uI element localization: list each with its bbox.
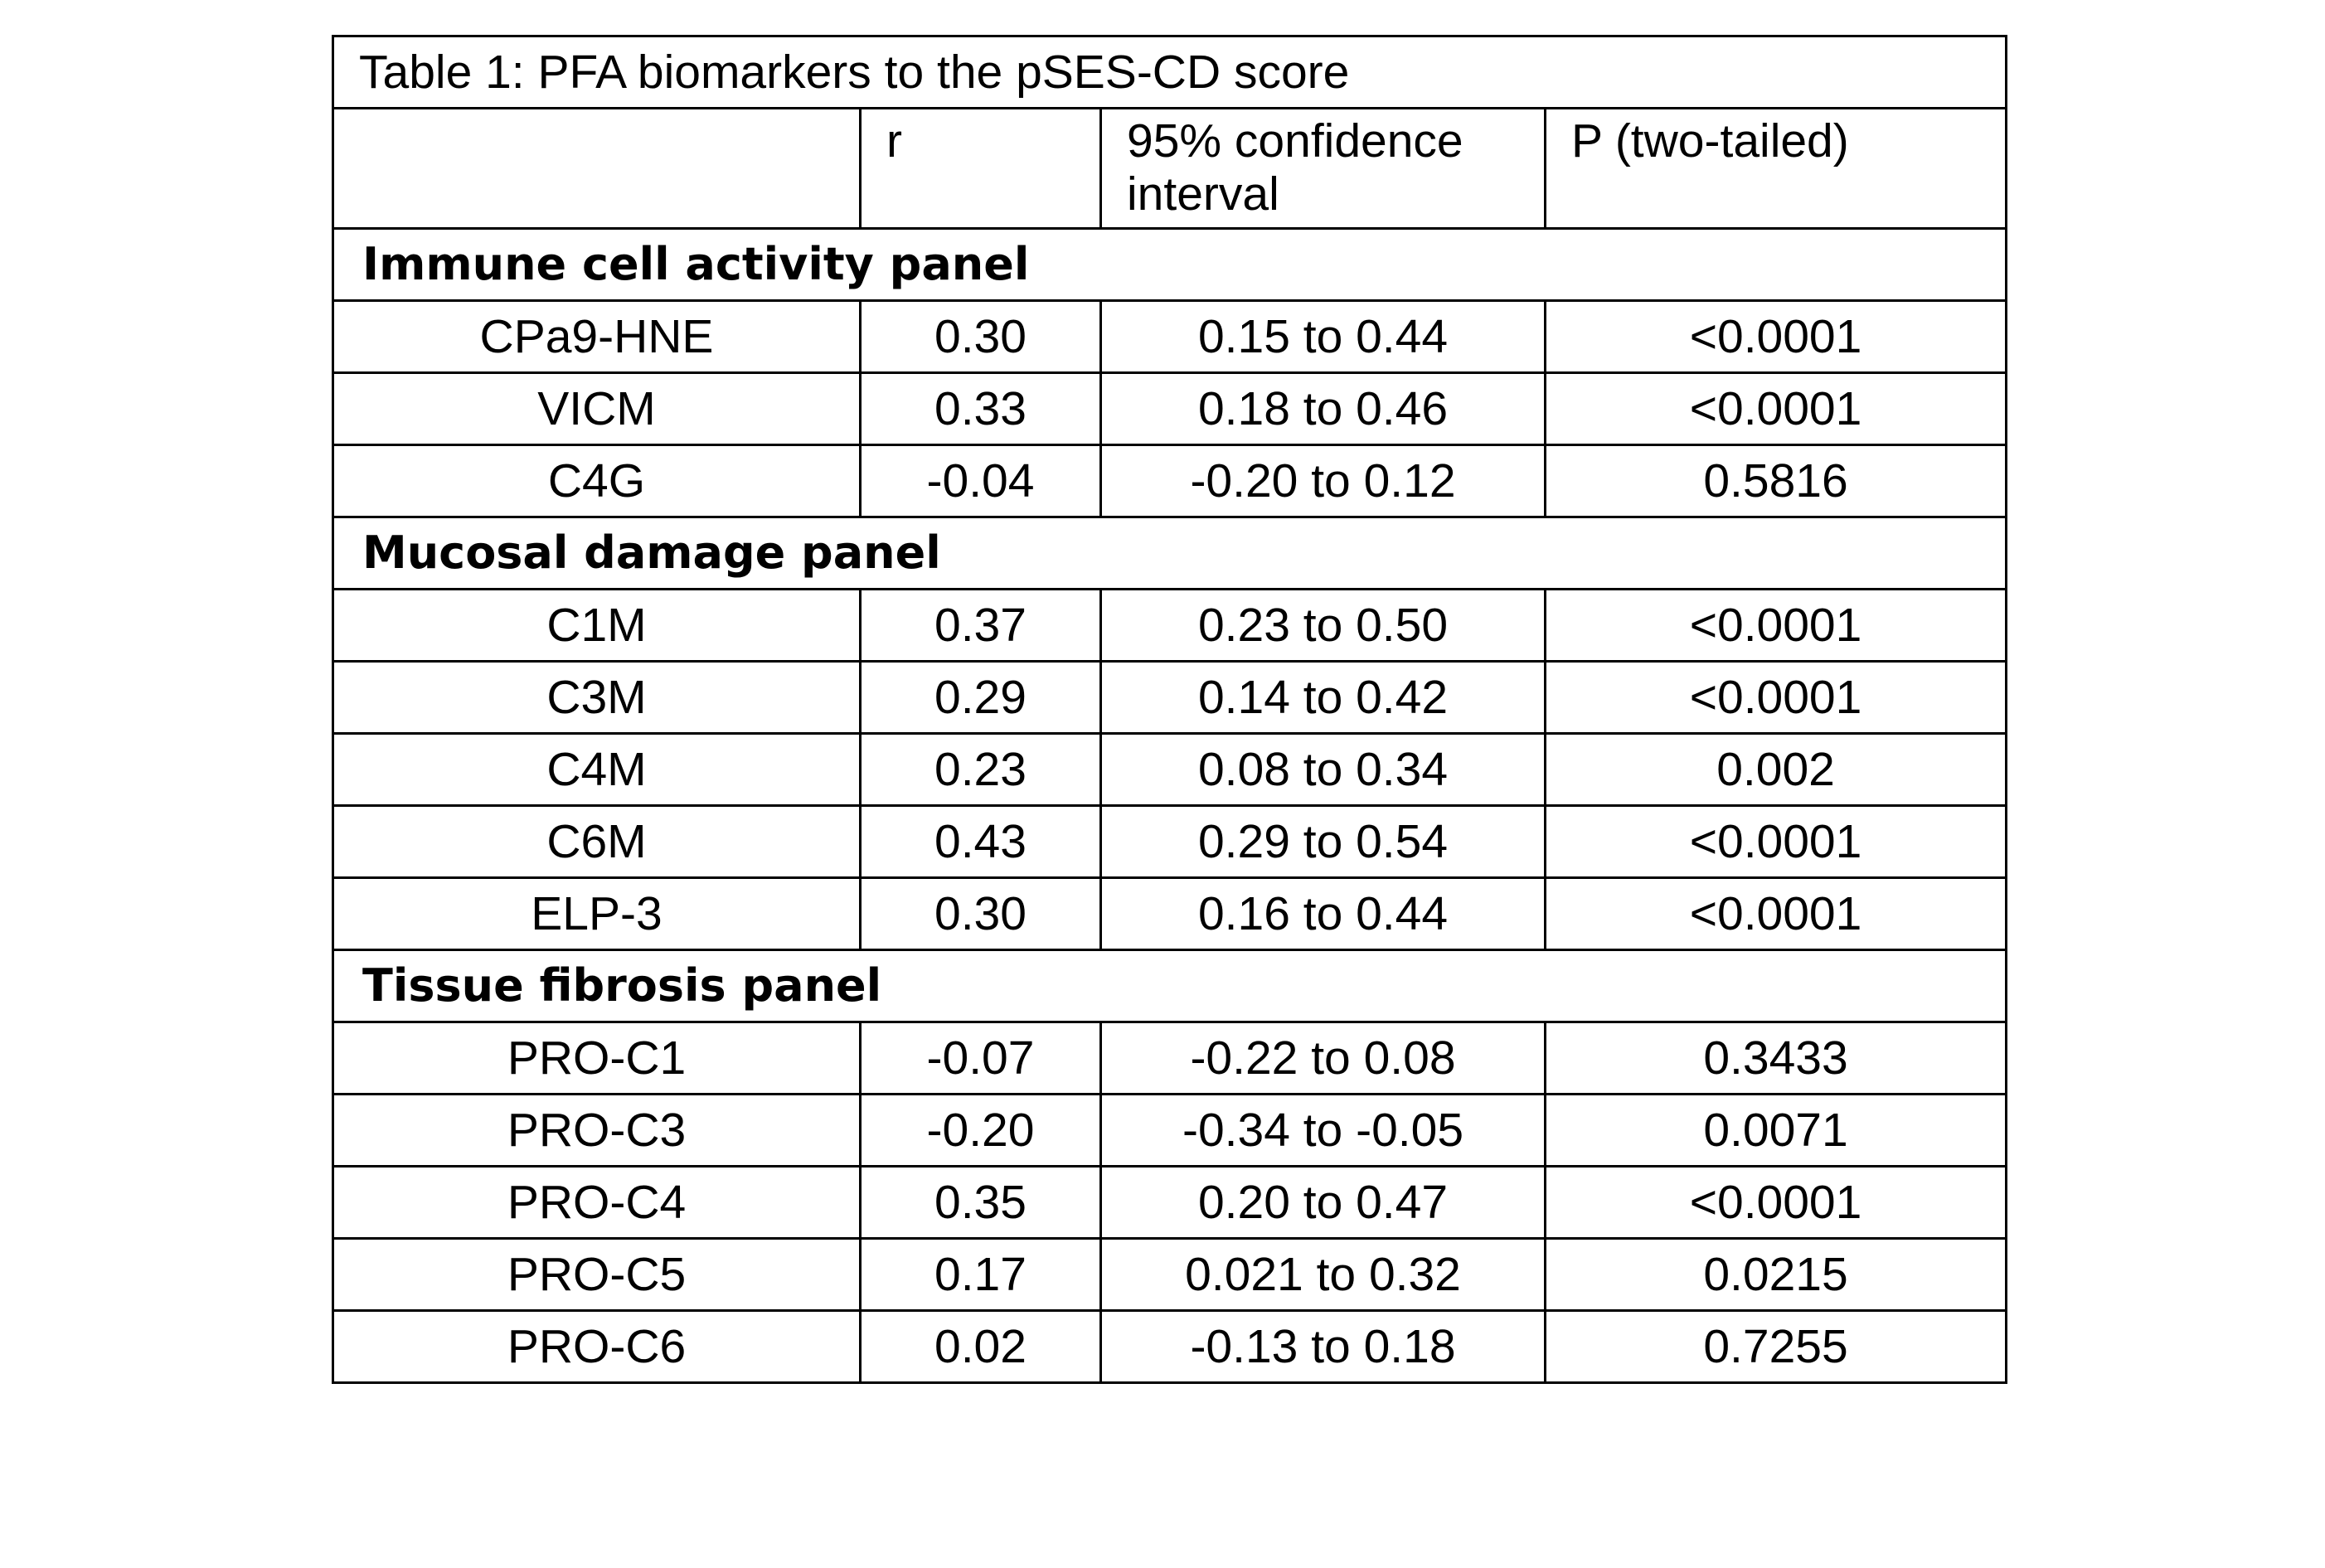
r-value-cell: 0.23 (861, 734, 1101, 806)
r-value-cell: -0.20 (861, 1095, 1101, 1167)
confidence-interval-cell: 0.021 to 0.32 (1101, 1239, 1546, 1311)
marker-cell: CPa9-HNE (333, 301, 861, 373)
section-row (333, 229, 2007, 301)
table-row (333, 445, 2007, 517)
p-value-cell: 0.0215 (1546, 1239, 2007, 1311)
table-row (333, 1311, 2007, 1383)
confidence-interval-cell: 0.15 to 0.44 (1101, 301, 1546, 373)
p-value-cell: <0.0001 (1546, 662, 2007, 734)
confidence-interval-cell: -0.22 to 0.08 (1101, 1022, 1546, 1095)
marker-cell: C1M (333, 590, 861, 662)
table-row (333, 878, 2007, 950)
confidence-interval-cell: 0.18 to 0.46 (1101, 373, 1546, 445)
confidence-interval-cell: -0.34 to -0.05 (1101, 1095, 1546, 1167)
r-value-cell: 0.35 (861, 1167, 1101, 1239)
p-value-cell: 0.7255 (1546, 1311, 2007, 1383)
p-value-cell: <0.0001 (1546, 878, 2007, 950)
p-value-cell: 0.3433 (1546, 1022, 2007, 1095)
r-value-cell: 0.29 (861, 662, 1101, 734)
marker-cell: C4M (333, 734, 861, 806)
marker-cell: C3M (333, 662, 861, 734)
table-row (333, 662, 2007, 734)
table-row (333, 1167, 2007, 1239)
table-row (333, 1022, 2007, 1095)
confidence-interval-cell: -0.13 to 0.18 (1101, 1311, 1546, 1383)
p-value-cell: 0.0071 (1546, 1095, 2007, 1167)
section-title: Immune cell activity panel (333, 229, 2007, 301)
confidence-interval-cell: -0.20 to 0.12 (1101, 445, 1546, 517)
marker-cell: PRO-C5 (333, 1239, 861, 1311)
p-value-cell: <0.0001 (1546, 301, 2007, 373)
r-value-cell: 0.33 (861, 373, 1101, 445)
biomarker-table (332, 35, 2007, 1384)
table-row (333, 1095, 2007, 1167)
marker-cell: PRO-C6 (333, 1311, 861, 1383)
marker-cell: ELP-3 (333, 878, 861, 950)
table-row (333, 734, 2007, 806)
section-title: Mucosal damage panel (333, 517, 2007, 590)
confidence-interval-cell: 0.23 to 0.50 (1101, 590, 1546, 662)
r-value-cell: 0.30 (861, 878, 1101, 950)
table-row (333, 301, 2007, 373)
table-row (333, 590, 2007, 662)
r-value-cell: -0.07 (861, 1022, 1101, 1095)
table-row (333, 806, 2007, 878)
confidence-interval-cell: 0.16 to 0.44 (1101, 878, 1546, 950)
column-header-ci: 95% confidence interval (1101, 109, 1546, 229)
column-header-marker (333, 109, 861, 229)
column-header-p: P (two-tailed) (1546, 109, 2007, 229)
section-row (333, 950, 2007, 1022)
column-header-r: r (861, 109, 1101, 229)
table-header-row (333, 109, 2007, 229)
confidence-interval-cell: 0.14 to 0.42 (1101, 662, 1546, 734)
r-value-cell: 0.02 (861, 1311, 1101, 1383)
marker-cell: C6M (333, 806, 861, 878)
marker-cell: C4G (333, 445, 861, 517)
p-value-cell: <0.0001 (1546, 806, 2007, 878)
p-value-cell: <0.0001 (1546, 1167, 2007, 1239)
confidence-interval-cell: 0.08 to 0.34 (1101, 734, 1546, 806)
confidence-interval-cell: 0.29 to 0.54 (1101, 806, 1546, 878)
confidence-interval-cell: 0.20 to 0.47 (1101, 1167, 1546, 1239)
p-value-cell: <0.0001 (1546, 373, 2007, 445)
r-value-cell: 0.37 (861, 590, 1101, 662)
table-caption-row (333, 36, 2007, 109)
r-value-cell: -0.04 (861, 445, 1101, 517)
section-title: Tissue fibrosis panel (333, 950, 2007, 1022)
table-row (333, 1239, 2007, 1311)
p-value-cell: 0.5816 (1546, 445, 2007, 517)
table-row (333, 373, 2007, 445)
marker-cell: PRO-C4 (333, 1167, 861, 1239)
r-value-cell: 0.30 (861, 301, 1101, 373)
table-caption: Table 1: PFA biomarkers to the pSES-CD score (333, 36, 2007, 109)
marker-cell: PRO-C3 (333, 1095, 861, 1167)
r-value-cell: 0.43 (861, 806, 1101, 878)
table-body (333, 36, 2007, 1383)
r-value-cell: 0.17 (861, 1239, 1101, 1311)
marker-cell: VICM (333, 373, 861, 445)
p-value-cell: <0.0001 (1546, 590, 2007, 662)
section-row (333, 517, 2007, 590)
p-value-cell: 0.002 (1546, 734, 2007, 806)
marker-cell: PRO-C1 (333, 1022, 861, 1095)
